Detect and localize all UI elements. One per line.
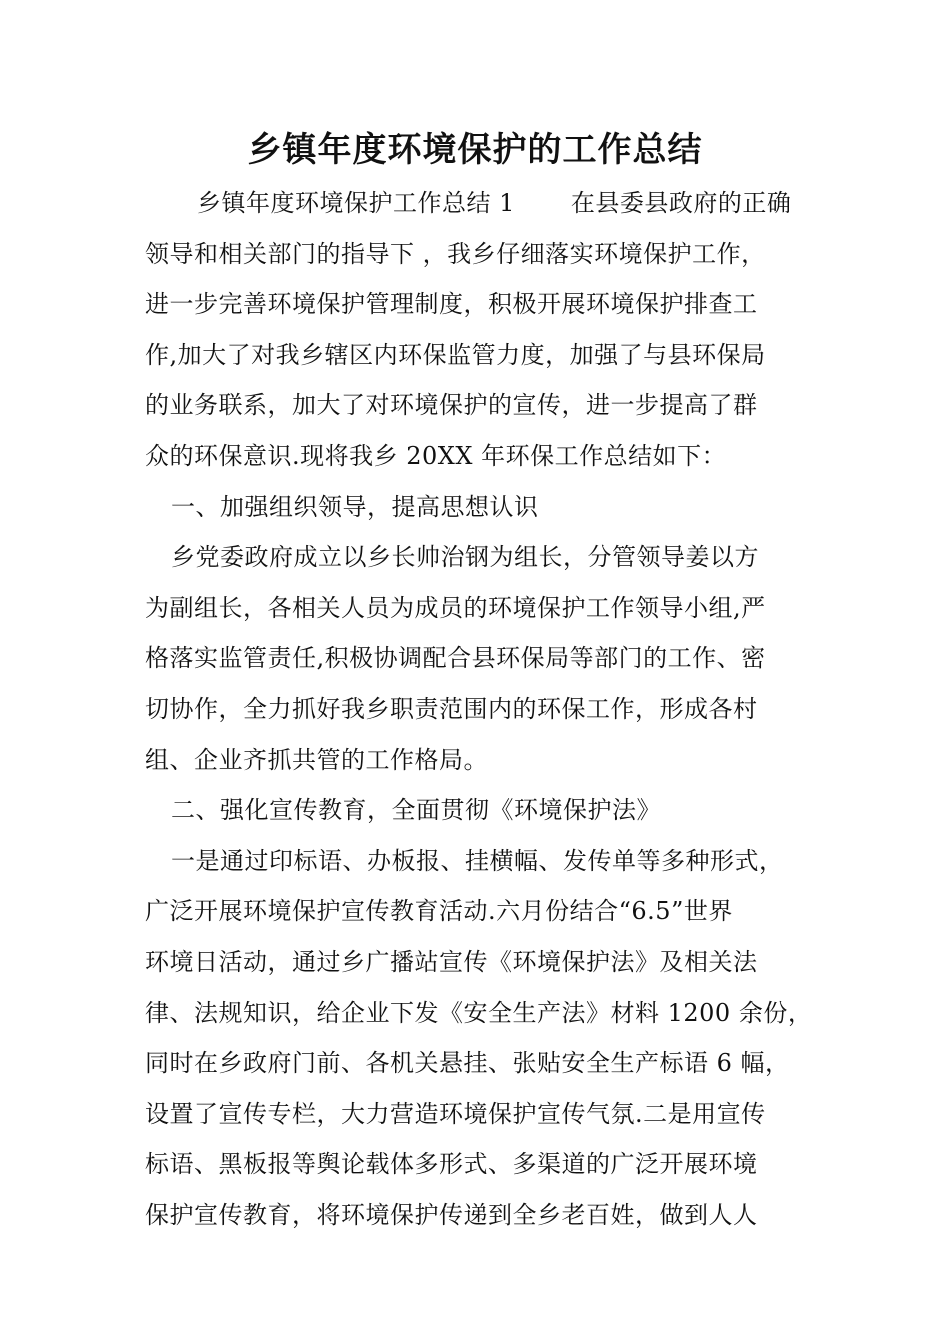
paragraph-line: 一是通过印标语、办板报、挂横幅、发传单等多种形式， bbox=[171, 846, 784, 875]
paragraph-line: 标语、黑板报等舆论载体多形式、多渠道的广泛开展环境 bbox=[145, 1150, 758, 1179]
paragraph-line: 格落实监管责任,积极协调配合县环保局等部门的工作、密 bbox=[145, 644, 766, 673]
document-title: 乡镇年度环境保护的工作总结 bbox=[247, 130, 703, 170]
paragraph-line: 作,加大了对我乡辖区内环保监管力度，加强了与县环保局 bbox=[145, 340, 766, 369]
paragraph-line: 领导和相关部门的指导下 ，我乡仔细落实环境保护工作， bbox=[145, 239, 766, 268]
section-heading: 一、加强组织领导，提高思想认识 bbox=[171, 492, 539, 521]
paragraph-line: 律、法规知识，给企业下发《安全生产法》材料 1200 余份， bbox=[145, 998, 813, 1027]
paragraph-line: 环境日活动，通过乡广播站宣传《环境保护法》及相关法 bbox=[145, 947, 758, 976]
paragraph-line: 切协作，全力抓好我乡职责范围内的环保工作，形成各村 bbox=[145, 694, 758, 723]
section-heading: 二、强化宣传教育，全面贯彻《环境保护法》 bbox=[171, 796, 661, 825]
paragraph-line: 广泛开展环境保护宣传教育活动.六月份结合“6.5”世界 bbox=[145, 897, 733, 926]
paragraph-line: 保护宣传教育，将环境保护传递到全乡老百姓，做到人人 bbox=[145, 1200, 758, 1229]
paragraph-line: 同时在乡政府门前、各机关悬挂、张贴安全生产标语 6 幅， bbox=[145, 1049, 790, 1078]
paragraph-line: 乡党委政府成立以乡长帅治钢为组长，分管领导姜以方 bbox=[171, 543, 759, 572]
paragraph-text: 在县委县政府的正确 bbox=[570, 189, 792, 217]
section-heading-inline: 乡镇年度环境保护工作总结 1 bbox=[197, 189, 515, 217]
paragraph-line: 众的环保意识.现将我乡 20XX 年环保工作总结如下： bbox=[145, 441, 727, 470]
document-body bbox=[145, 178, 825, 1240]
paragraph-line bbox=[145, 178, 825, 229]
paragraph-line: 组、企业齐抓共管的工作格局。 bbox=[145, 745, 488, 774]
paragraph-line: 的业务联系，加大了对环境保护的宣传，进一步提高了群 bbox=[145, 391, 758, 420]
paragraph-line: 为副组长，各相关人员为成员的环境保护工作领导小组,严 bbox=[145, 593, 766, 622]
paragraph-line: 设置了宣传专栏，大力营造环境保护宣传气氛.二是用宣传 bbox=[145, 1099, 766, 1128]
paragraph-line: 进一步完善环境保护管理制度，积极开展环境保护排查工 bbox=[145, 290, 758, 319]
